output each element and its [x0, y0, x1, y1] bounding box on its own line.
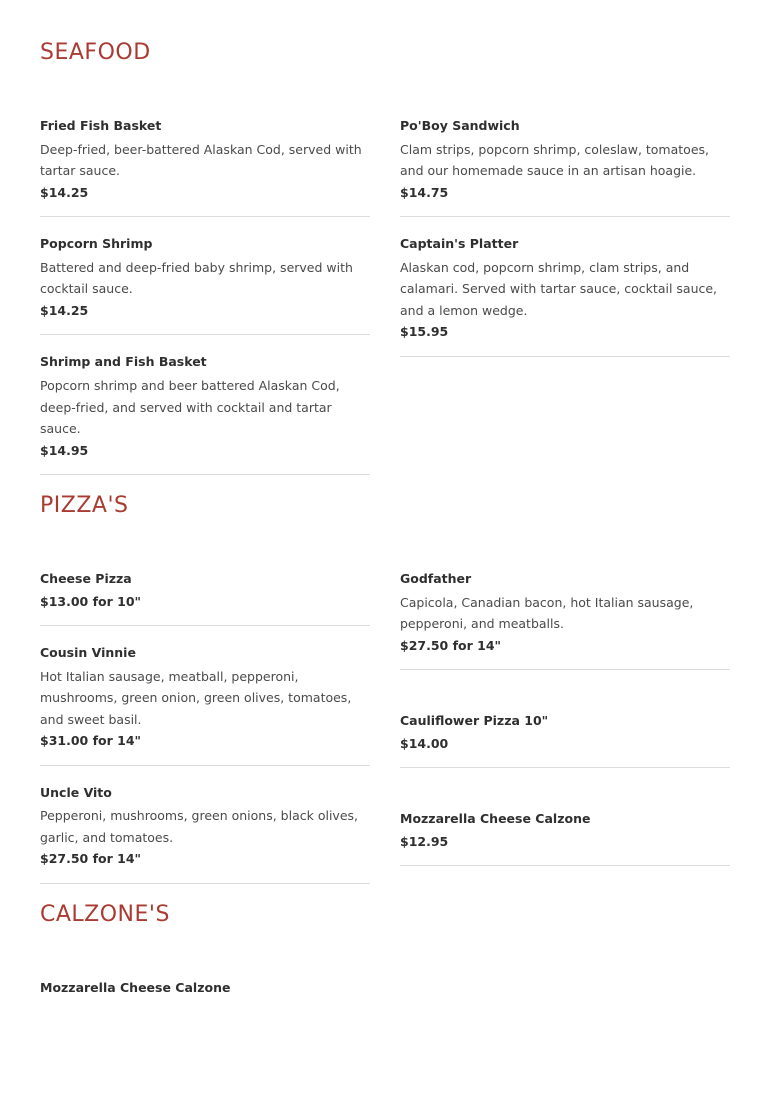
menu-item-name: Fried Fish Basket: [40, 118, 162, 133]
spacer: [40, 927, 730, 979]
menu-item-description: Hot Italian sausage, meatball, pepperoni, mushrooms, green onion, green olives, tomatoes, and sweet basil.: [40, 668, 352, 727]
menu-item-name: Uncle Vito: [40, 784, 112, 800]
menu-item: [400, 688, 730, 768]
menu-item-description: Capicola, Canadian bacon, hot Italian sausage, pepperoni, and meatballs.: [400, 594, 694, 632]
menu-item-price: $13.00 for 10": [40, 593, 142, 609]
menu-item-description: Alaskan cod, popcorn shrimp, clam strips, and calamari. Served with tartar sauce, cocktail sauce, and a lemon wedge.: [400, 259, 718, 318]
menu-item: [40, 235, 370, 335]
menu-item-name: Captain's Platter: [400, 236, 519, 252]
menu-item: [400, 786, 730, 866]
menu-item: [400, 570, 730, 670]
menu-item-description: Clam strips, popcorn shrimp, coleslaw, tomatoes, and our homemade sauce in an artisan hoagie.: [400, 141, 709, 179]
menu-item-price: $31.00 for 14": [40, 733, 142, 749]
menu-item: [400, 235, 730, 357]
menu-item-name: Cheese Pizza: [40, 570, 132, 586]
menu-grid-pizzas: [40, 570, 730, 902]
menu-item-price: $14.25: [40, 184, 89, 200]
menu-item-price: $27.50 for 14": [400, 637, 502, 653]
menu-item: [40, 784, 370, 884]
spacer: [40, 65, 730, 117]
menu-item-description: Pepperoni, mushrooms, green onions, black olives, garlic, and tomatoes.: [40, 808, 358, 845]
menu-item: [40, 570, 370, 626]
menu-item-name: Shrimp and Fish Basket: [40, 354, 207, 370]
menu-grid-seafood: [40, 117, 730, 493]
menu-item-price: $27.50 for 14": [40, 851, 142, 867]
menu-column-right: [400, 117, 730, 493]
menu-item: [400, 117, 730, 217]
menu-grid-calzones: [40, 979, 730, 1001]
menu-column-left: [40, 979, 370, 1001]
menu-item-description: Battered and deep-fried baby shrimp, served with cocktail sauce.: [40, 259, 353, 297]
section-title-pizzas: PIZZA'S: [40, 492, 129, 518]
menu-item: [40, 117, 370, 217]
menu-item-description: Deep-fried, beer-battered Alaskan Cod, served with tartar sauce.: [40, 141, 362, 179]
menu-item-price: $14.00: [400, 735, 449, 751]
spacer: [40, 518, 730, 570]
section-title-seafood: SEAFOOD: [40, 40, 151, 65]
menu-item-price: $14.25: [40, 302, 89, 318]
menu-item-price: $14.75: [400, 184, 449, 200]
menu-item-name: Mozzarella Cheese Calzone: [400, 811, 591, 827]
menu-item: [40, 979, 370, 998]
menu-item-name: Mozzarella Cheese Calzone: [40, 979, 231, 995]
menu-item-price: $12.95: [400, 833, 449, 849]
menu-item-name: Cousin Vinnie: [40, 645, 136, 660]
menu-column-left: [40, 570, 370, 902]
menu-column-right: [400, 570, 730, 902]
menu-item-name: Godfather: [400, 570, 472, 586]
menu-item: [40, 644, 370, 766]
menu-item-name: Po'Boy Sandwich: [400, 118, 520, 133]
menu-item-price: $14.95: [40, 442, 89, 458]
menu-column-left: [40, 117, 370, 493]
menu-item-price: $15.95: [400, 324, 449, 340]
menu-item-description: Popcorn shrimp and beer battered Alaskan Cod, deep-fried, and served with cocktail and tartar sauce.: [40, 378, 340, 436]
menu-item: [40, 353, 370, 475]
menu-column-right: [400, 979, 730, 1001]
section-title-calzones: CALZONE'S: [40, 901, 170, 927]
menu-item-name: Cauliflower Pizza 10": [400, 713, 549, 728]
menu-item-name: Popcorn Shrimp: [40, 236, 153, 252]
